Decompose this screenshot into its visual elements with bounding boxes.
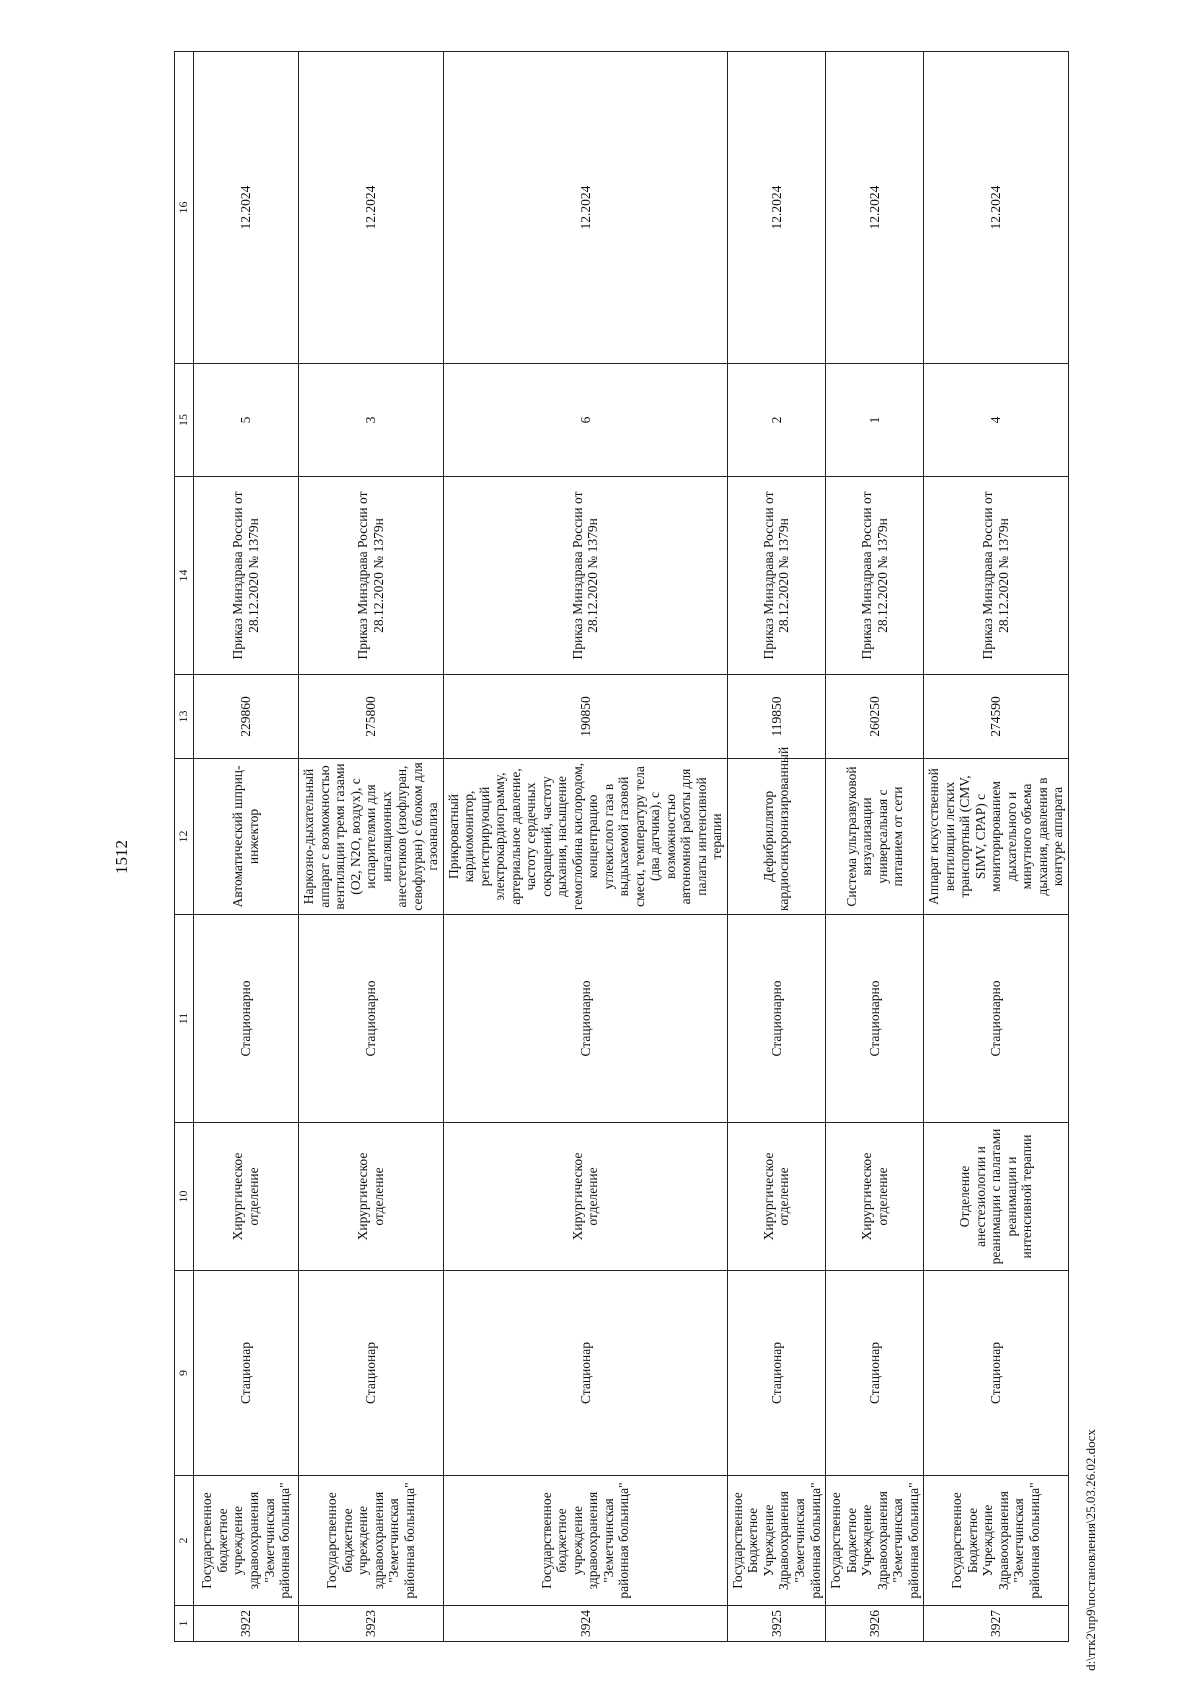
equipment-name-cell: Прикроватный кардиомонитор, регистрирующий электрокардиограмму, артериальное давление, частоту сердечных сокращений, частоту дыхания, насыщение гемоглобина кислородом, концентрацию углекислого газа в выдыхаемой газовой смеси, температуру тела (два датчика), с возможностью автономной работы для палаты интенсивной терапии [443,759,727,915]
organization-cell: Государственное бюджетное учреждение здравоохранения "Земетчинская районная больница" [443,1476,727,1606]
column-header: 15 [175,364,194,477]
care-mode-cell: Стационарно [443,915,727,1123]
facility-type-cell: Стационар [194,1271,299,1476]
date-cell: 12.2024 [299,52,444,364]
row-number: 3923 [299,1606,444,1642]
column-header: 12 [175,759,194,915]
equipment-name-cell: Автоматический шприц-инжектор [194,759,299,915]
order-reference-cell: Приказ Минздрава России от 28.12.2020 № 1379н [727,477,825,675]
department-cell: Хирургическое отделение [443,1123,727,1271]
care-mode-cell: Стационарно [299,915,444,1123]
date-cell: 12.2024 [443,52,727,364]
quantity-cell: 4 [924,364,1069,477]
code-cell: 190850 [443,675,727,759]
facility-type-cell: Стационар [299,1271,444,1476]
facility-type-cell: Стационар [443,1271,727,1476]
code-cell: 274590 [924,675,1069,759]
column-header: 2 [175,1476,194,1606]
department-cell: Хирургическое отделение [299,1123,444,1271]
table-row [299,52,444,1642]
quantity-cell: 5 [194,364,299,477]
equipment-name-cell: Наркозно-дыхательный аппарат с возможностью вентиляции тремя газами (O2, N2O, воздух), с испарителями для ингаляционных анестетиков (изофлуран, севофлуран) с блоком для газоанализа [299,759,444,915]
row-number: 3924 [443,1606,727,1642]
date-cell: 12.2024 [194,52,299,364]
date-cell: 12.2024 [727,52,825,364]
column-header: 9 [175,1271,194,1476]
table-row [194,52,299,1642]
department-cell: Хирургическое отделение [727,1123,825,1271]
department-cell: Отделение анестезиологии и реанимации с палатами реанимации и интенсивной терапии [924,1123,1069,1271]
order-reference-cell: Приказ Минздрава России от 28.12.2020 № 1379н [299,477,444,675]
row-number: 3922 [194,1606,299,1642]
header-row [175,52,194,1642]
quantity-cell: 1 [826,364,924,477]
quantity-cell: 3 [299,364,444,477]
care-mode-cell: Стационарно [924,915,1069,1123]
code-cell: 229860 [194,675,299,759]
column-header: 10 [175,1123,194,1271]
equipment-table [174,51,1069,1642]
organization-cell: Государственное бюджетное учреждение здравоохранения "Земетчинская районная больница" [299,1476,444,1606]
organization-cell: Государственное бюджетное учреждение здравоохранения "Земетчинская районная больница" [194,1476,299,1606]
department-cell: Хирургическое отделение [194,1123,299,1271]
equipment-name-cell: Дефибриллятор кардиосинхронизированный [727,759,825,915]
footer-file-path: d:\ттк2\пр9\постановления\25.03.26.02.docx [1083,1429,1098,1671]
organization-cell: Государственное Бюджетное Учреждение Здравоохранения "Земетчинская районная больница" [924,1476,1069,1606]
table-row [924,52,1069,1642]
quantity-cell: 2 [727,364,825,477]
order-reference-cell: Приказ Минздрава России от 28.12.2020 № 1379н [194,477,299,675]
organization-cell: Государственное Бюджетное Учреждение Здравоохранения "Земетчинская районная больница" [826,1476,924,1606]
row-number: 3925 [727,1606,825,1642]
quantity-cell: 6 [443,364,727,477]
facility-type-cell: Стационар [924,1271,1069,1476]
order-reference-cell: Приказ Минздрава России от 28.12.2020 № 1379н [443,477,727,675]
rotated-table-wrapper [174,52,1066,1642]
care-mode-cell: Стационарно [826,915,924,1123]
code-cell: 260250 [826,675,924,759]
column-header: 13 [175,675,194,759]
facility-type-cell: Стационар [727,1271,825,1476]
row-number: 3927 [924,1606,1069,1642]
order-reference-cell: Приказ Минздрава России от 28.12.2020 № 1379н [826,477,924,675]
care-mode-cell: Стационарно [194,915,299,1123]
code-cell: 275800 [299,675,444,759]
table-row [826,52,924,1642]
column-header: 14 [175,477,194,675]
care-mode-cell: Стационарно [727,915,825,1123]
column-header: 16 [175,52,194,364]
table-row [443,52,727,1642]
order-reference-cell: Приказ Минздрава России от 28.12.2020 № 1379н [924,477,1069,675]
equipment-name-cell: Система ультразвуковой визуализации универсальная с питанием от сети [826,759,924,915]
row-number: 3926 [826,1606,924,1642]
equipment-name-cell: Аппарат искусственной вентиляции легких транспортный (CMV, SIMV, CPAP) с мониторированием дыхательного и минутного объема дыхания, давления в контуре аппарата [924,759,1069,915]
date-cell: 12.2024 [826,52,924,364]
department-cell: Хирургическое отделение [826,1123,924,1271]
page-number: 1512 [112,840,131,874]
date-cell: 12.2024 [924,52,1069,364]
table-row [727,52,825,1642]
facility-type-cell: Стационар [826,1271,924,1476]
code-cell: 119850 [727,675,825,759]
column-header: 11 [175,915,194,1123]
column-header: 1 [175,1606,194,1642]
organization-cell: Государственное Бюджетное Учреждение Здравоохранения "Земетчинская районная больница" [727,1476,825,1606]
